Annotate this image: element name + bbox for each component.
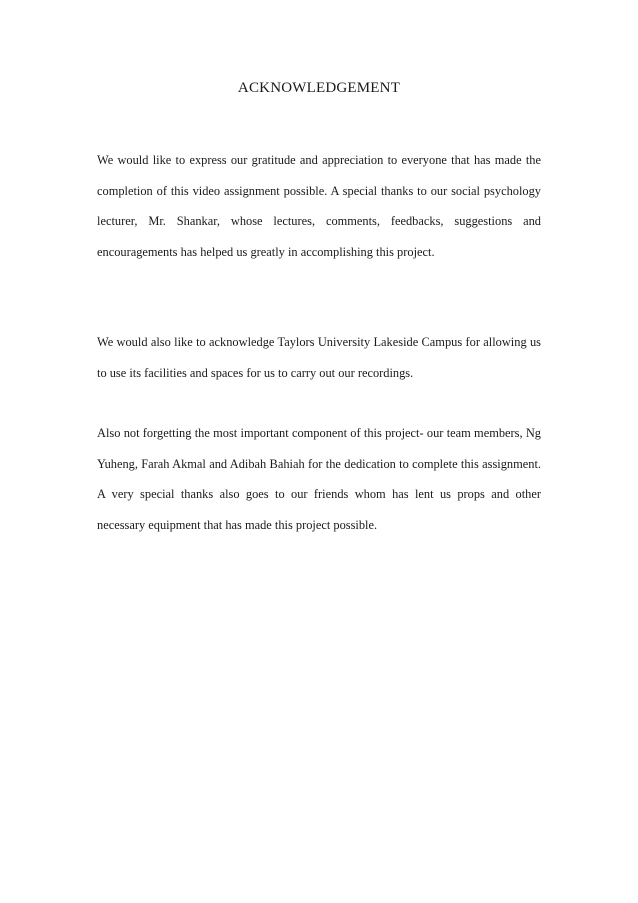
paragraph-team: Also not forgetting the most important component of this project- our team members, Ng Yuheng, Farah Akmal and Adibah Bahiah for the dedication to complete this assignment. A very special thanks also goes to our friends whom has lent us props and other necessary equipment that has made this project possible. [97,426,541,532]
paragraph-university: We would also like to acknowledge Taylors University Lakeside Campus for allowing us to use its facilities and spaces for us to carry out our recordings. [97,335,541,380]
page-title: ACKNOWLEDGEMENT [237,80,401,96]
paragraph-gratitude: We would like to express our gratitude and appreciation to everyone that has made the completion of this video assignment possible. A special thanks to our social psychology lecturer, Mr. Shankar, whose lectures, comments, feedbacks, suggestions and encouragements has helped us greatly in accomplishing this project. [97,153,541,259]
